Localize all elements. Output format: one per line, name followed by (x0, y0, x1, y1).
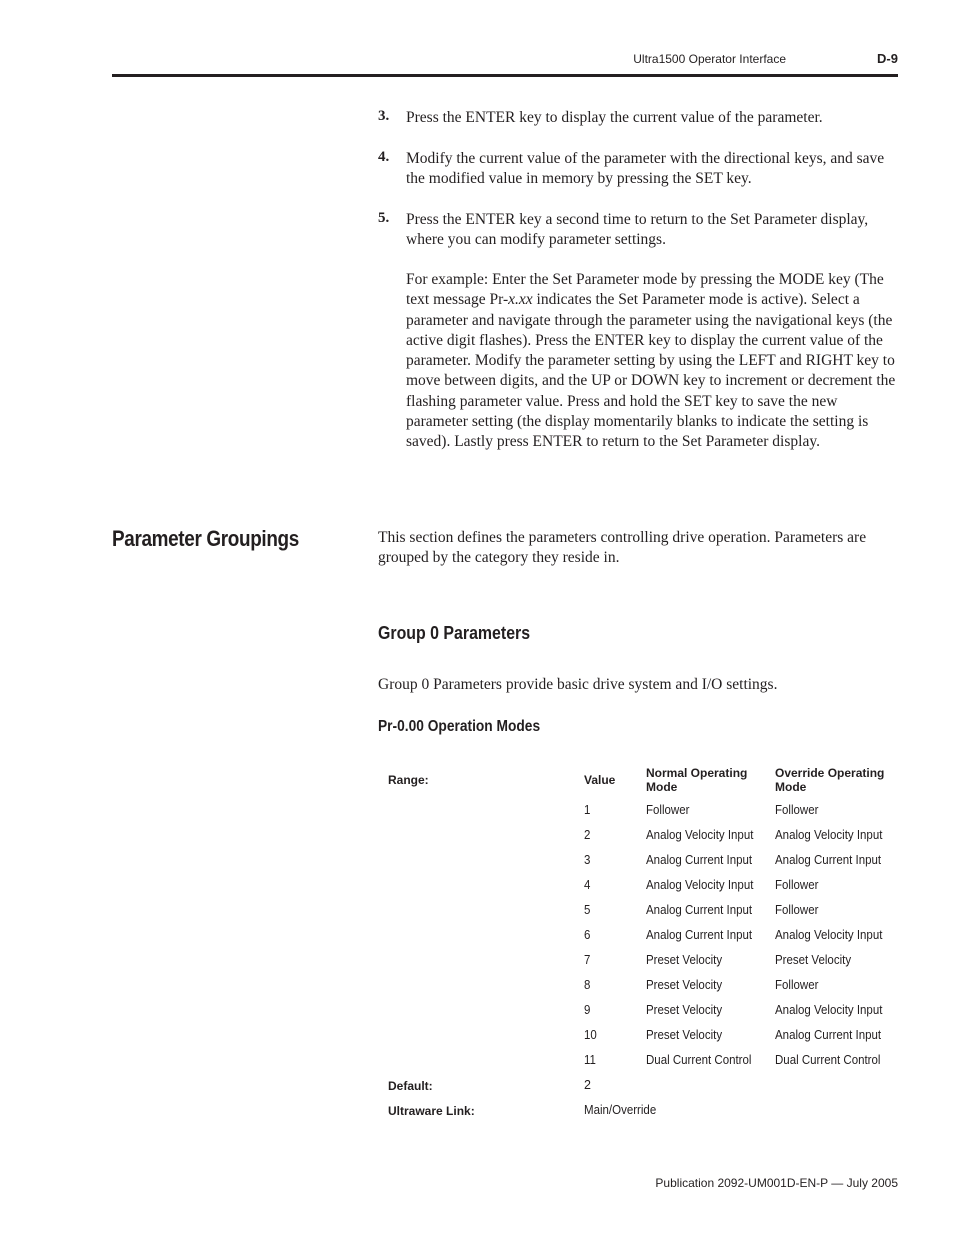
table-cell-normal-mode: Analog Current Input (646, 853, 753, 867)
table-cell-normal-mode: Analog Current Input (646, 928, 753, 942)
table-cell-normal-mode: Analog Velocity Input (646, 878, 754, 892)
table-cell-normal-mode: Preset Velocity (646, 953, 723, 967)
group-description: Group 0 Parameters provide basic drive system and I/O settings. (378, 676, 778, 693)
table-cell-value: 4 (584, 878, 591, 892)
running-header-title: Ultra1500 Operator Interface (633, 52, 786, 66)
table-cell-value: 2 (584, 828, 591, 842)
column-header-override-mode: Override Operating Mode (775, 766, 885, 794)
table-cell-value: 10 (584, 1028, 597, 1042)
table-cell-override-mode: Analog Velocity Input (775, 1003, 883, 1017)
table-cell-normal-mode: Preset Velocity (646, 1003, 723, 1017)
step-text: Press the ENTER key a second time to return to the Set Parameter display, where you can modify parameter settings. (406, 211, 869, 249)
default-label: Default: (388, 1079, 433, 1093)
table-cell-override-mode: Analog Velocity Input (775, 928, 883, 942)
table-cell-normal-mode: Preset Velocity (646, 1028, 723, 1042)
step-text: Press the ENTER key to display the current value of the parameter. (406, 109, 823, 126)
table-cell-value: 9 (584, 1003, 591, 1017)
table-cell-override-mode: Dual Current Control (775, 1053, 881, 1067)
example-italic-text: x.xx (508, 291, 533, 309)
table-cell-value: 1 (584, 803, 591, 817)
default-value: 2 (584, 1078, 591, 1092)
section-heading: Parameter Groupings (112, 526, 299, 551)
table-cell-value: 5 (584, 903, 591, 917)
table-cell-value: 7 (584, 953, 591, 967)
link-value: Main/Override (584, 1103, 657, 1117)
table-cell-override-mode: Preset Velocity (775, 953, 852, 967)
section-intro: This section defines the parameters controlling drive operation. Parameters are grouped by the category they reside in. (378, 529, 867, 567)
column-header-value: Value (584, 773, 616, 787)
link-label: Ultraware Link: (388, 1104, 475, 1118)
example-paragraph: For example: Enter the Set Parameter mode by pressing the MODE key (The text message Pr-x.xx indicates the Set Parameter mode is active). Select a parameter and navigate through the parameter using the navigational keys (the active digit flashes). Press the ENTER key to display the current value of the parameter. Modify the parameter setting by using the LEFT and RIGHT key to move between digits, and the UP or DOWN key to increment or decrement the flashing parameter value. Press and hold the SET key to save the new parameter setting (the display momentarily blanks to indicate the setting is saved). Lastly press ENTER to return to the Set Parameter display. (406, 271, 896, 451)
table-cell-normal-mode: Follower (646, 803, 690, 817)
table-cell-value: 3 (584, 853, 591, 867)
table-cell-value: 6 (584, 928, 591, 942)
table-cell-override-mode: Analog Current Input (775, 1028, 882, 1042)
table-cell-normal-mode: Preset Velocity (646, 978, 723, 992)
table-cell-value: 11 (584, 1053, 596, 1067)
table-cell-normal-mode: Dual Current Control (646, 1053, 752, 1067)
table-cell-override-mode: Follower (775, 903, 819, 917)
page-number: D-9 (877, 51, 898, 66)
table-cell-override-mode: Follower (775, 978, 819, 992)
table-cell-override-mode: Analog Current Input (775, 853, 882, 867)
range-label: Range: (388, 773, 429, 787)
publication-footer: Publication 2092-UM001D-EN-P — July 2005 (655, 1176, 898, 1190)
step-number: 5. (378, 210, 390, 226)
parameter-heading: Pr-0.00 Operation Modes (378, 718, 541, 735)
column-header-normal-mode: Normal Operating Mode (646, 766, 748, 794)
step-number: 4. (378, 149, 390, 165)
table-cell-override-mode: Follower (775, 803, 819, 817)
table-cell-override-mode: Follower (775, 878, 819, 892)
table-cell-normal-mode: Analog Velocity Input (646, 828, 754, 842)
step-text: Modify the current value of the parameter with the directional keys, and save the modified value in memory by pressing the SET key. (406, 150, 885, 188)
table-cell-value: 8 (584, 978, 591, 992)
group-heading: Group 0 Parameters (378, 622, 531, 643)
table-cell-normal-mode: Analog Current Input (646, 903, 753, 917)
step-number: 3. (378, 108, 390, 124)
table-cell-override-mode: Analog Velocity Input (775, 828, 883, 842)
